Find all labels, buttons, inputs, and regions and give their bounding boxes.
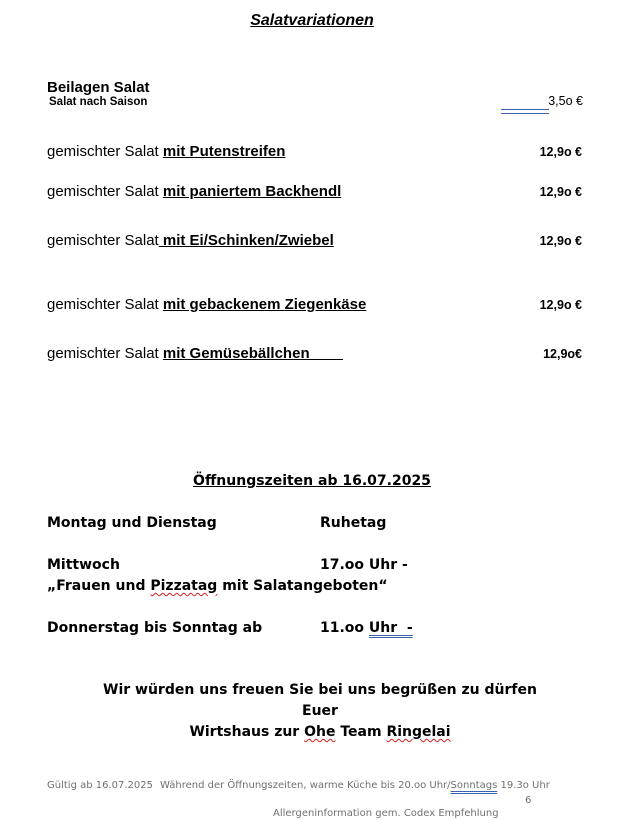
menu-item-name: mit gebackenem Ziegenkäse (162, 296, 367, 313)
menu-item-price: 12,9o€ (543, 347, 582, 361)
price-double-underline (501, 109, 549, 114)
closing-spellcheck-word: Ringelai (386, 724, 451, 740)
menu-item (47, 345, 343, 362)
side-salad-subheading: Salat nach Saison (49, 96, 148, 108)
side-salad-price: 3,5o € (548, 94, 583, 108)
menu-item-prefix: gemischter Salat (47, 232, 159, 249)
menu-item-name: mit Ei/Schinken/Zwiebel (158, 232, 334, 249)
page-title: Salatvariationen (250, 12, 374, 29)
menu-item-price: 12,9o € (539, 145, 582, 159)
closing-line-1: Wir würden uns freuen Sie bei uns begrüßen zu dürfen (103, 682, 537, 698)
hours-time (320, 620, 413, 636)
footer-valid-date: Gültig ab 16.07.2025 (47, 780, 154, 791)
footer-sundays: Sonntags (450, 780, 498, 791)
menu-item-price: 12,9o € (539, 234, 582, 248)
hours-day: Donnerstag bis Sonntag ab (47, 620, 263, 636)
menu-item-price: 12,9o € (539, 298, 582, 312)
menu-item (47, 143, 285, 160)
footer-text: Während der Öffnungszeiten, warme Küche bis 20.oo Uhr/ (160, 780, 451, 791)
menu-item (47, 232, 334, 249)
hours-note (47, 578, 388, 594)
menu-item-price: 12,9o € (539, 185, 582, 199)
hours-note-text: mit Salatangeboten“ (217, 578, 388, 594)
menu-item-name: mit Putenstreifen (162, 143, 286, 160)
closing-line-3 (0, 724, 624, 740)
hours-time-uhr: Uhr - (368, 620, 413, 636)
hours-time: 17.oo Uhr - (320, 557, 408, 573)
hours-title: Öffnungszeiten ab 16.07.2025 (193, 473, 431, 489)
hours-note-spellcheck-word: Pizzatag (150, 578, 218, 594)
footer-text: 19.3o Uhr (497, 780, 550, 791)
hours-time-text: 11.oo (320, 620, 369, 636)
hours-day: Mittwoch (47, 557, 120, 573)
menu-item-prefix: gemischter Salat (47, 345, 163, 362)
menu-item-prefix: gemischter Salat (47, 296, 163, 313)
closing-line-2: Euer (302, 703, 338, 719)
closing-text: Wirtshaus zur (189, 724, 305, 740)
menu-item-name: mit paniertem Backhendl (162, 183, 342, 200)
menu-item-prefix: gemischter Salat (47, 183, 163, 200)
menu-item-name: mit Gemüsebällchen (162, 345, 343, 362)
menu-item (47, 183, 341, 200)
footer-page-number: 6 (525, 795, 532, 806)
hours-note-text: „Frauen und (47, 578, 151, 594)
footer-kitchen-hours (160, 780, 550, 791)
side-salad-heading: Beilagen Salat (47, 79, 150, 96)
hours-time: Ruhetag (320, 515, 387, 531)
menu-item-prefix: gemischter Salat (47, 143, 163, 160)
footer-allergen-info: Allergeninformation gem. Codex Empfehlung (273, 808, 499, 819)
closing-text: Team (335, 724, 387, 740)
closing-spellcheck-word: Ohe (304, 724, 336, 740)
menu-item (47, 296, 366, 313)
hours-day: Montag und Dienstag (47, 515, 217, 531)
